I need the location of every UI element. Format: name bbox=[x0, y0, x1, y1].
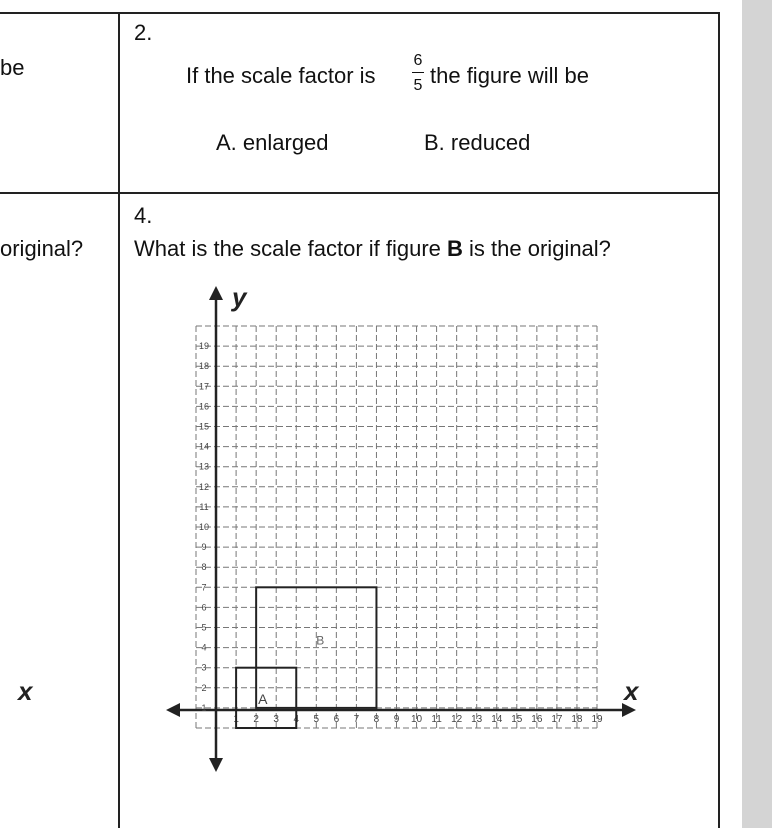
x-tick-label: 17 bbox=[551, 714, 563, 725]
x-tick-label: 14 bbox=[491, 714, 503, 725]
y-tick-label: 19 bbox=[198, 341, 210, 352]
y-tick-label: 10 bbox=[198, 522, 210, 532]
x-tick-label: 13 bbox=[471, 714, 483, 725]
x-tick-label: 10 bbox=[410, 714, 423, 725]
left-cell-2-text: original? bbox=[0, 236, 84, 261]
question-4-number: 4. bbox=[134, 203, 153, 228]
x-tick-label: 19 bbox=[591, 714, 603, 725]
y-tick-label: 9 bbox=[201, 542, 207, 553]
x-tick-label: 1 bbox=[233, 714, 239, 725]
y-tick-label: 11 bbox=[199, 501, 209, 512]
left-cell-1-text: be bbox=[0, 55, 25, 80]
x-tick-label: 7 bbox=[353, 714, 360, 725]
left-cell-x-label: x bbox=[18, 676, 33, 706]
x-tick-label: 6 bbox=[333, 714, 340, 725]
y-tick-label: 5 bbox=[201, 622, 207, 633]
fraction-denominator: 5 bbox=[413, 77, 423, 94]
y-axis-up-arrow bbox=[209, 286, 223, 300]
y-tick-label: 15 bbox=[198, 421, 210, 432]
figures bbox=[236, 587, 376, 728]
y-tick-label: 4 bbox=[201, 642, 207, 653]
question-2-prefix: If the scale factor is bbox=[186, 63, 376, 88]
question-4-suffix: is the original? bbox=[469, 236, 611, 261]
x-tick-label: 2 bbox=[253, 714, 259, 725]
y-tick-label: 7 bbox=[201, 582, 207, 593]
option-b-reduced: B. reduced bbox=[424, 130, 531, 155]
y-tick-label: 18 bbox=[198, 361, 210, 372]
y-axis-label: y bbox=[232, 282, 247, 312]
y-tick-label: 1 bbox=[201, 702, 207, 713]
x-tick-label: 15 bbox=[511, 714, 523, 725]
x-tick-label: 12 bbox=[451, 714, 463, 725]
fraction-numerator: 6 bbox=[413, 52, 423, 69]
y-tick-label: 8 bbox=[201, 562, 207, 573]
y-tick-label: 3 bbox=[201, 662, 207, 673]
x-tick-label: 11 bbox=[431, 714, 442, 725]
question-4-prefix: What is the scale factor if figure bbox=[134, 236, 441, 261]
y-tick-label: 17 bbox=[198, 381, 210, 392]
figure-a-label: A bbox=[258, 690, 268, 707]
x-tick-label: 3 bbox=[273, 714, 279, 725]
x-tick-label: 8 bbox=[373, 714, 380, 725]
y-tick-label: 14 bbox=[198, 441, 210, 452]
y-tick-label: 2 bbox=[201, 682, 207, 693]
y-axis-down-arrow bbox=[209, 758, 223, 772]
x-tick-label: 5 bbox=[313, 714, 320, 725]
question-4-bold-word: B bbox=[447, 236, 463, 261]
x-tick-label: 18 bbox=[571, 714, 583, 725]
y-tick-label: 12 bbox=[198, 481, 210, 492]
option-a-enlarged: A. enlarged bbox=[216, 130, 329, 155]
y-tick-label: 13 bbox=[198, 461, 210, 472]
x-tick-label: 9 bbox=[393, 714, 400, 725]
x-tick-label: 16 bbox=[531, 714, 543, 725]
y-tick-label: 6 bbox=[201, 602, 207, 613]
question-2-number: 2. bbox=[134, 20, 153, 45]
question-2-suffix: the figure will be bbox=[430, 63, 589, 88]
y-tick-label: 16 bbox=[198, 401, 210, 412]
x-axis-left-arrow bbox=[166, 703, 180, 717]
figure-b-label: B bbox=[316, 633, 325, 648]
x-axis-label: x bbox=[624, 676, 639, 706]
x-tick-label: 4 bbox=[293, 714, 300, 725]
